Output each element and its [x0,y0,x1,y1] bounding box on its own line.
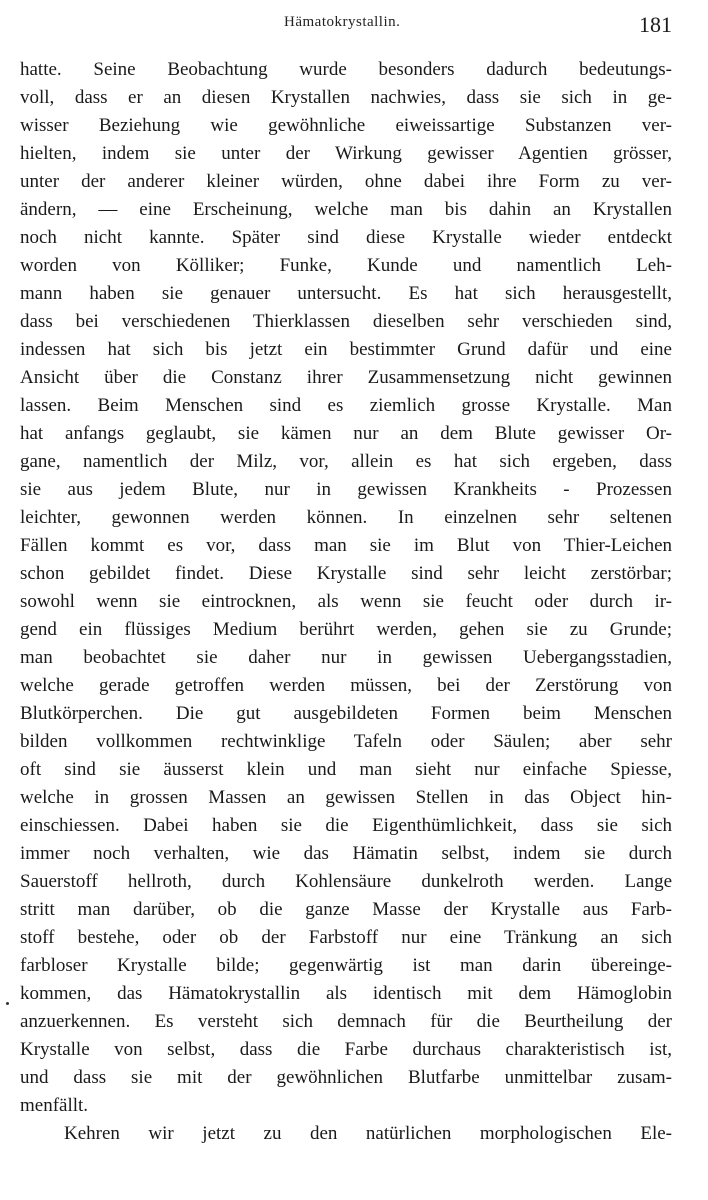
text-line: farbloser Krystalle bilde; gegenwärtig ist man darin übereinge- [20,955,672,976]
text-line: sie aus jedem Blute, nur in gewissen Krankheits - Prozessen [20,479,672,500]
text-line: man beobachtet sie daher nur in gewissen Uebergangsstadien, [20,647,672,668]
text-line: mann haben sie genauer untersucht. Es hat sich herausgestellt, [20,283,672,304]
text-line: immer noch verhalten, wie das Hämatin selbst, indem sie durch [20,843,672,864]
text-line: sowohl wenn sie eintrocknen, als wenn sie feucht oder durch ir- [20,591,672,612]
text-line: stoff bestehe, oder ob der Farbstoff nur eine Tränkung an sich [20,927,672,948]
text-line: hielten, indem sie unter der Wirkung gewisser Agentien grösser, [20,143,672,164]
text-line: schon gebildet findet. Diese Krystalle sind sehr leicht zerstörbar; [20,563,672,584]
stray-ink-mark [6,1002,9,1005]
text-line: wisser Beziehung wie gewöhnliche eiweissartige Substanzen ver- [20,115,672,136]
text-line: Ansicht über die Constanz ihrer Zusammensetzung nicht gewinnen [20,367,672,388]
text-line: Sauerstoff hellroth, durch Kohlensäure dunkelroth werden. Lange [20,871,672,892]
paragraph-start-line: Kehren wir jetzt zu den natürlichen morphologischen Ele- [64,1123,672,1144]
text-line: voll, dass er an diesen Krystallen nachwies, dass sie sich in ge- [20,87,672,108]
page-header [0,8,708,48]
text-line: Krystalle von selbst, dass die Farbe durchaus charakteristisch ist, [20,1039,672,1060]
text-line: gend ein flüssiges Medium berührt werden, gehen sie zu Grunde; [20,619,672,640]
text-line: lassen. Beim Menschen sind es ziemlich grosse Krystalle. Man [20,395,672,416]
text-line: oft sind sie äusserst klein und man sieht nur einfache Spiesse, [20,759,672,780]
running-title: Hämatokrystallin. [284,14,401,30]
text-line: hatte. Seine Beobachtung wurde besonders dadurch bedeutungs- [20,59,672,80]
text-line: worden von Kölliker; Funke, Kunde und namentlich Leh- [20,255,672,276]
text-line: leichter, gewonnen werden können. In einzelnen sehr seltenen [20,507,672,528]
text-line: ändern, — eine Erscheinung, welche man bis dahin an Krystallen [20,199,672,220]
text-line: stritt man darüber, ob die ganze Masse der Krystalle aus Farb- [20,899,672,920]
text-line: Fällen kommt es vor, dass man sie im Blut von Thier-Leichen [20,535,672,556]
text-line: bilden vollkommen rechtwinklige Tafeln oder Säulen; aber sehr [20,731,672,752]
text-line: gane, namentlich der Milz, vor, allein es hat sich ergeben, dass [20,451,672,472]
text-line: welche in grossen Massen an gewissen Stellen in das Object hin- [20,787,672,808]
text-line: menfällt. [20,1095,89,1116]
text-line: dass bei verschiedenen Thierklassen dieselben sehr verschieden sind, [20,311,672,332]
text-line: kommen, das Hämatokrystallin als identisch mit dem Hämoglobin [20,983,672,1004]
text-line: unter der anderer kleiner würden, ohne dabei ihre Form zu ver- [20,171,672,192]
text-line: einschiessen. Dabei haben sie die Eigenthümlichkeit, dass sie sich [20,815,672,836]
body-text [20,56,672,1148]
text-line: welche gerade getroffen werden müssen, bei der Zerstörung von [20,675,672,696]
text-line: anzuerkennen. Es versteht sich demnach für die Beurtheilung der [20,1011,672,1032]
text-line: und dass sie mit der gewöhnlichen Blutfarbe unmittelbar zusam- [20,1067,672,1088]
text-line: Blutkörperchen. Die gut ausgebildeten Formen beim Menschen [20,703,672,724]
page-number: 181 [639,12,672,37]
text-line: noch nicht kannte. Später sind diese Krystalle wieder entdeckt [20,227,672,248]
text-line: indessen hat sich bis jetzt ein bestimmter Grund dafür und eine [20,339,672,360]
text-line: hat anfangs geglaubt, sie kämen nur an dem Blute gewisser Or- [20,423,672,444]
